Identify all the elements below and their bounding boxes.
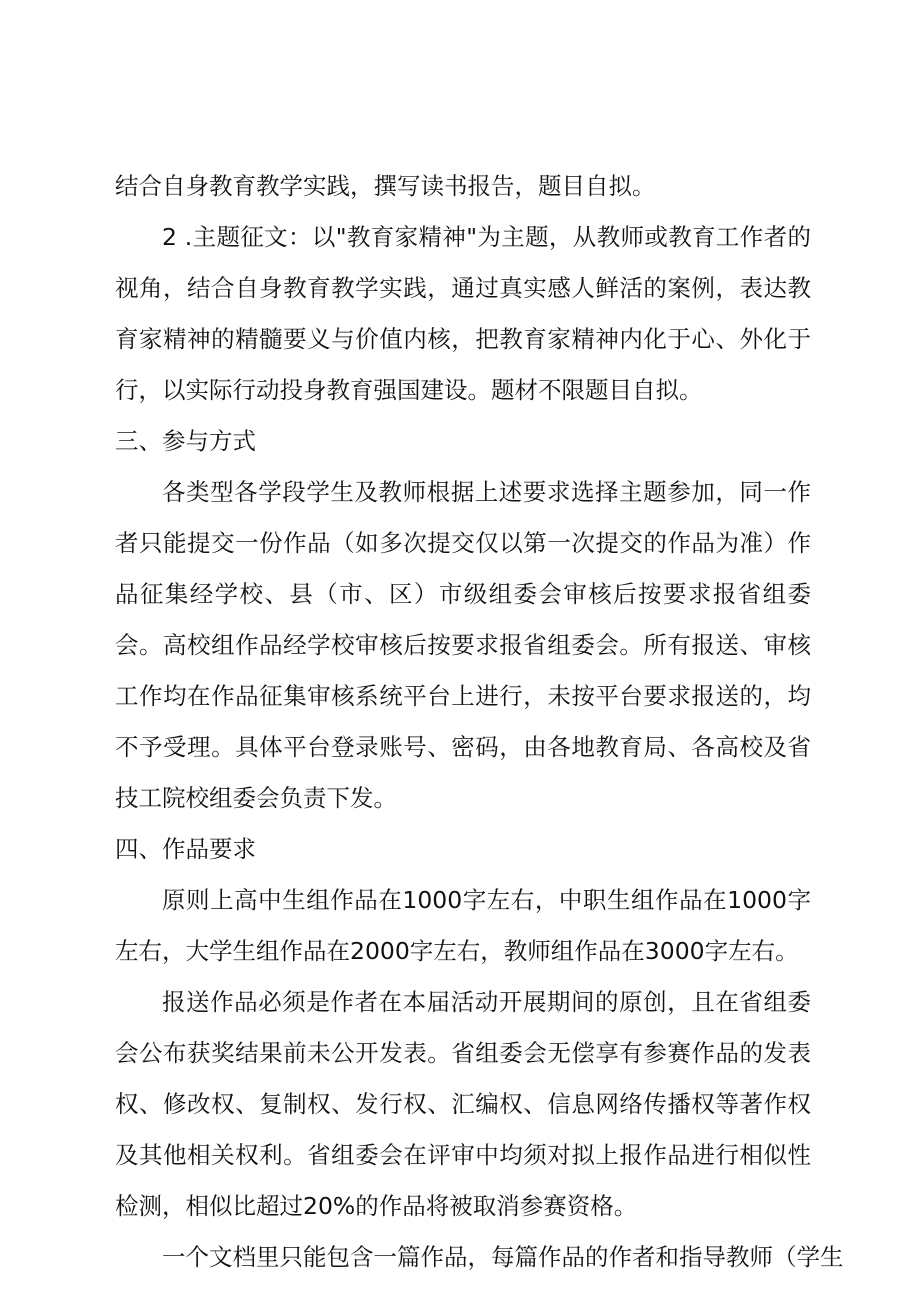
paragraph-single-document: 一个文档里只能包含一篇作品，每篇作品的作者和指导教师（学生 xyxy=(162,1243,844,1271)
paragraph-continuation: 结合自身教育教学实践，撰写读书报告，题目自拟。 xyxy=(115,172,656,200)
paragraph-word-count: 原则上高中生组作品在1000字左右，中职生组作品在1000字左右，大学生组作品在2000字左右，教师组作品在3000字左右。 xyxy=(115,886,811,965)
document-body xyxy=(115,161,844,1283)
paragraph-originality: 报送作品必须是作者在本届活动开展期间的原创，且在省组委会公布获奖结果前未公开发表。省组委会无偿享有参赛作品的发表权、修改权、复制权、发行权、汇编权、信息网络传播权等著作权及其他相关权利。省组委会在评审中均须对拟上报作品进行相似性检测，相似比超过20%的作品将被取消参赛资格。 xyxy=(115,988,811,1220)
paragraph-participation: 各类型各学段学生及教师根据上述要求选择主题参加，同一作者只能提交一份作品（如多次提交仅以第一次提交的作品为准）作品征集经学校、县（市、区）市级组委会审核后按要求报省组委会。高校组作品经学校审核后按要求报省组委会。所有报送、审核工作均在作品征集审核系统平台上进行，未按平台要求报送的，均不予受理。具体平台登录账号、密码，由各地教育局、各高校及省技工院校组委会负责下发。 xyxy=(115,478,811,812)
section-heading-requirements: 四、作品要求 xyxy=(115,835,256,863)
paragraph-theme-essay: 2 .主题征文：以"教育家精神"为主题，从教师或教育工作者的视角，结合自身教育教学实践，通过真实感人鲜活的案例，表达教育家精神的精髓要义与价值内核，把教育家精神内化于心、外化于行，以实际行动投身教育强国建设。题材不限题目自拟。 xyxy=(115,223,811,404)
section-heading-participation: 三、参与方式 xyxy=(115,427,256,455)
